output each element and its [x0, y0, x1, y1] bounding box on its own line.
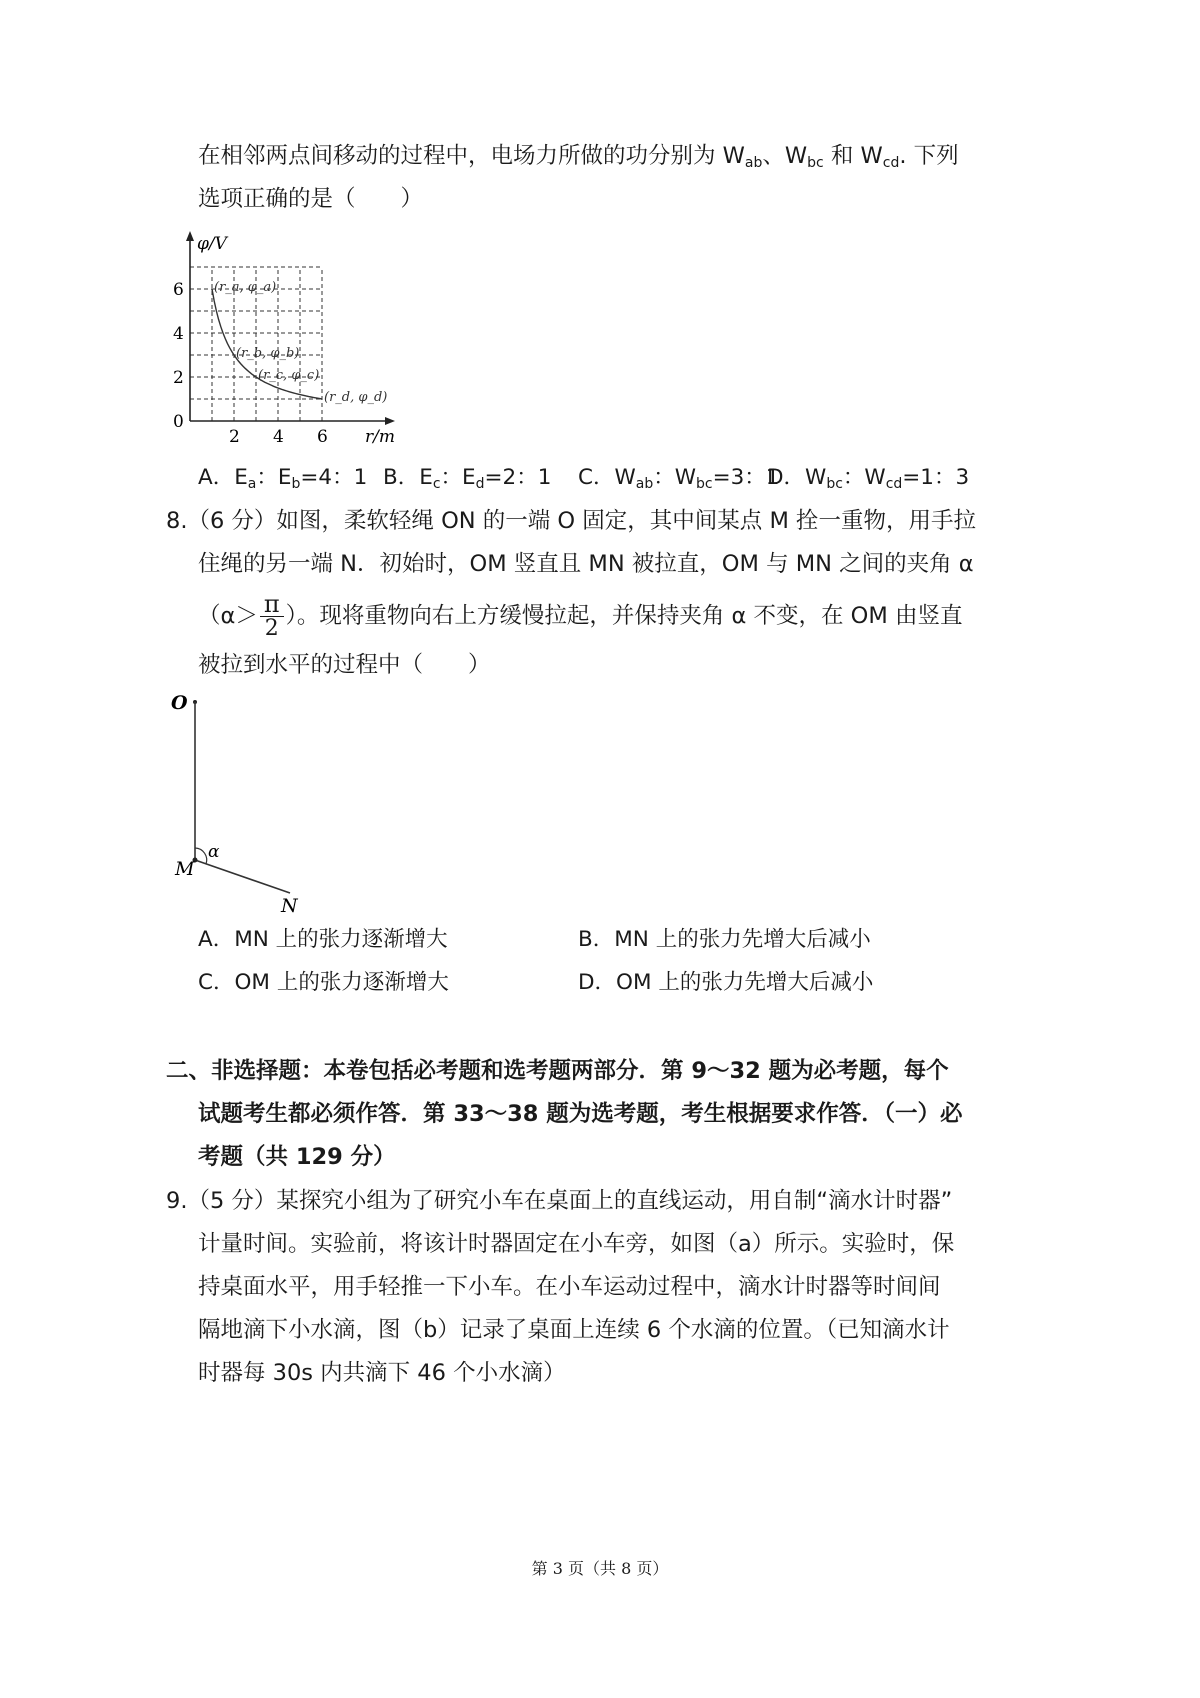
q9-line-3: 持桌面水平，用手轻推一下小车。在小车运动过程中，滴水计时器等时间间 — [198, 1274, 941, 1300]
q7-option-a[interactable] — [198, 463, 367, 493]
q9-line-5: 时器每 30s 内共滴下 46 个小水滴） — [198, 1360, 566, 1386]
q9-line-1: 9.（5 分）某探究小组为了研究小车在桌面上的直线运动，用自制“滴水计时器” — [166, 1188, 953, 1214]
rope-mn — [195, 860, 290, 893]
page-footer: 第 3 页（共 8 页） — [531, 1559, 669, 1578]
subscript: bc — [696, 476, 713, 492]
opt-text: C．W — [578, 465, 636, 490]
label-o: O — [171, 692, 188, 714]
subscript: b — [291, 476, 301, 492]
point-label: (r_b, φ_b) — [236, 346, 300, 361]
subscript: a — [247, 476, 257, 492]
q8-line-1: 8.（6 分）如图，柔软轻绳 ON 的一端 O 固定，其中间某点 M 拴一重物，用手拉 — [166, 508, 977, 534]
point-label: (r_c, φ_c) — [258, 368, 320, 383]
section2-line-1: 二、非选择题：本卷包括必考题和选考题两部分．第 9～32 题为必考题，每个 — [166, 1058, 949, 1084]
opt-text: ：W — [842, 465, 886, 490]
x-tick-label: 4 — [273, 427, 284, 447]
x-tick-labels — [229, 427, 328, 447]
q8-line-4: 被拉到水平的过程中（ ） — [198, 652, 491, 678]
subscript: cd — [885, 476, 903, 492]
q7-text: 和 W — [823, 143, 883, 169]
label-alpha: α — [208, 842, 220, 862]
y-tick-label: 0 — [173, 412, 184, 432]
y-tick-labels — [173, 280, 184, 432]
q8-option-b[interactable]: B．MN 上的张力先增大后减小 — [578, 927, 871, 952]
q9-line-2: 计量时间。实验前，将该计时器固定在小车旁，如图（a）所示。实验时，保 — [198, 1231, 955, 1257]
q9-line-4: 隔地滴下小水滴，图（b）记录了桌面上连续 6 个水滴的位置。（已知滴水计 — [198, 1317, 950, 1343]
q7-option-c[interactable] — [578, 463, 779, 493]
y-tick-label: 4 — [173, 324, 184, 344]
q8-option-a[interactable]: A．MN 上的张力逐渐增大 — [198, 927, 448, 952]
subscript: d — [475, 476, 485, 492]
subscript: ab — [635, 476, 654, 492]
y-axis-label: φ/V — [197, 234, 227, 254]
opt-text: =2：1 — [484, 465, 552, 490]
subscript: bc — [826, 476, 843, 492]
q7-option-b[interactable] — [383, 463, 551, 493]
opt-text: A．E — [198, 465, 248, 490]
fraction-numerator: π — [260, 592, 284, 617]
q8-text: （α＞ — [198, 603, 258, 629]
opt-text: =3：1 — [712, 465, 780, 490]
q7-text: 在相邻两点间移动的过程中，电场力所做的功分别为 W — [198, 143, 745, 169]
q8-option-d[interactable]: D．OM 上的张力先增大后减小 — [578, 970, 874, 995]
point-label: (r_a, φ_a) — [214, 280, 277, 295]
subscript: bc — [807, 155, 824, 171]
x-tick-label: 6 — [317, 427, 328, 447]
y-tick-label: 2 — [173, 368, 184, 388]
section2-line-2: 试题考生都必须作答．第 33～38 题为选考题，考生根据要求作答．（一）必 — [198, 1101, 963, 1127]
rope-diagram — [165, 688, 325, 918]
x-axis-label: r/m — [365, 427, 395, 447]
y-tick-label: 6 — [173, 280, 184, 300]
opt-text: ：E — [440, 465, 476, 490]
q8-line-2: 住绳的另一端 N．初始时，OM 竖直且 MN 被拉直，OM 与 MN 之间的夹角 α — [198, 551, 974, 577]
pi-over-2-fraction — [260, 592, 284, 641]
q8-option-c[interactable]: C．OM 上的张力逐渐增大 — [198, 970, 449, 995]
subscript: c — [432, 476, 441, 492]
section2-line-3: 考题（共 129 分） — [198, 1144, 396, 1170]
q7-line-1 — [198, 141, 959, 171]
opt-text: ：E — [256, 465, 292, 490]
q7-line-2: 选项正确的是（ ） — [198, 186, 424, 212]
label-n: N — [281, 895, 298, 917]
point-labels — [214, 280, 387, 405]
x-tick-label: 2 — [229, 427, 240, 447]
opt-text: =1：3 — [902, 465, 970, 490]
subscript: ab — [744, 155, 763, 171]
q7-option-d[interactable] — [767, 463, 969, 493]
opt-text: B．E — [383, 465, 433, 490]
q7-text: 、W — [762, 143, 808, 169]
subscript: cd — [882, 155, 900, 171]
opt-text: D．W — [767, 465, 827, 490]
label-m: M — [175, 858, 195, 880]
q7-text: . 下列 — [899, 143, 959, 169]
opt-text: ：W — [653, 465, 697, 490]
q8-text: ）。现将重物向右上方缓慢拉起，并保持夹角 α 不变，在 OM 由竖直 — [285, 603, 963, 629]
opt-text: =4：1 — [300, 465, 368, 490]
potential-graph — [165, 225, 425, 455]
q8-line-3 — [198, 592, 962, 641]
fraction-denominator: 2 — [264, 616, 279, 641]
point-label: (r_d, φ_d) — [324, 390, 388, 405]
